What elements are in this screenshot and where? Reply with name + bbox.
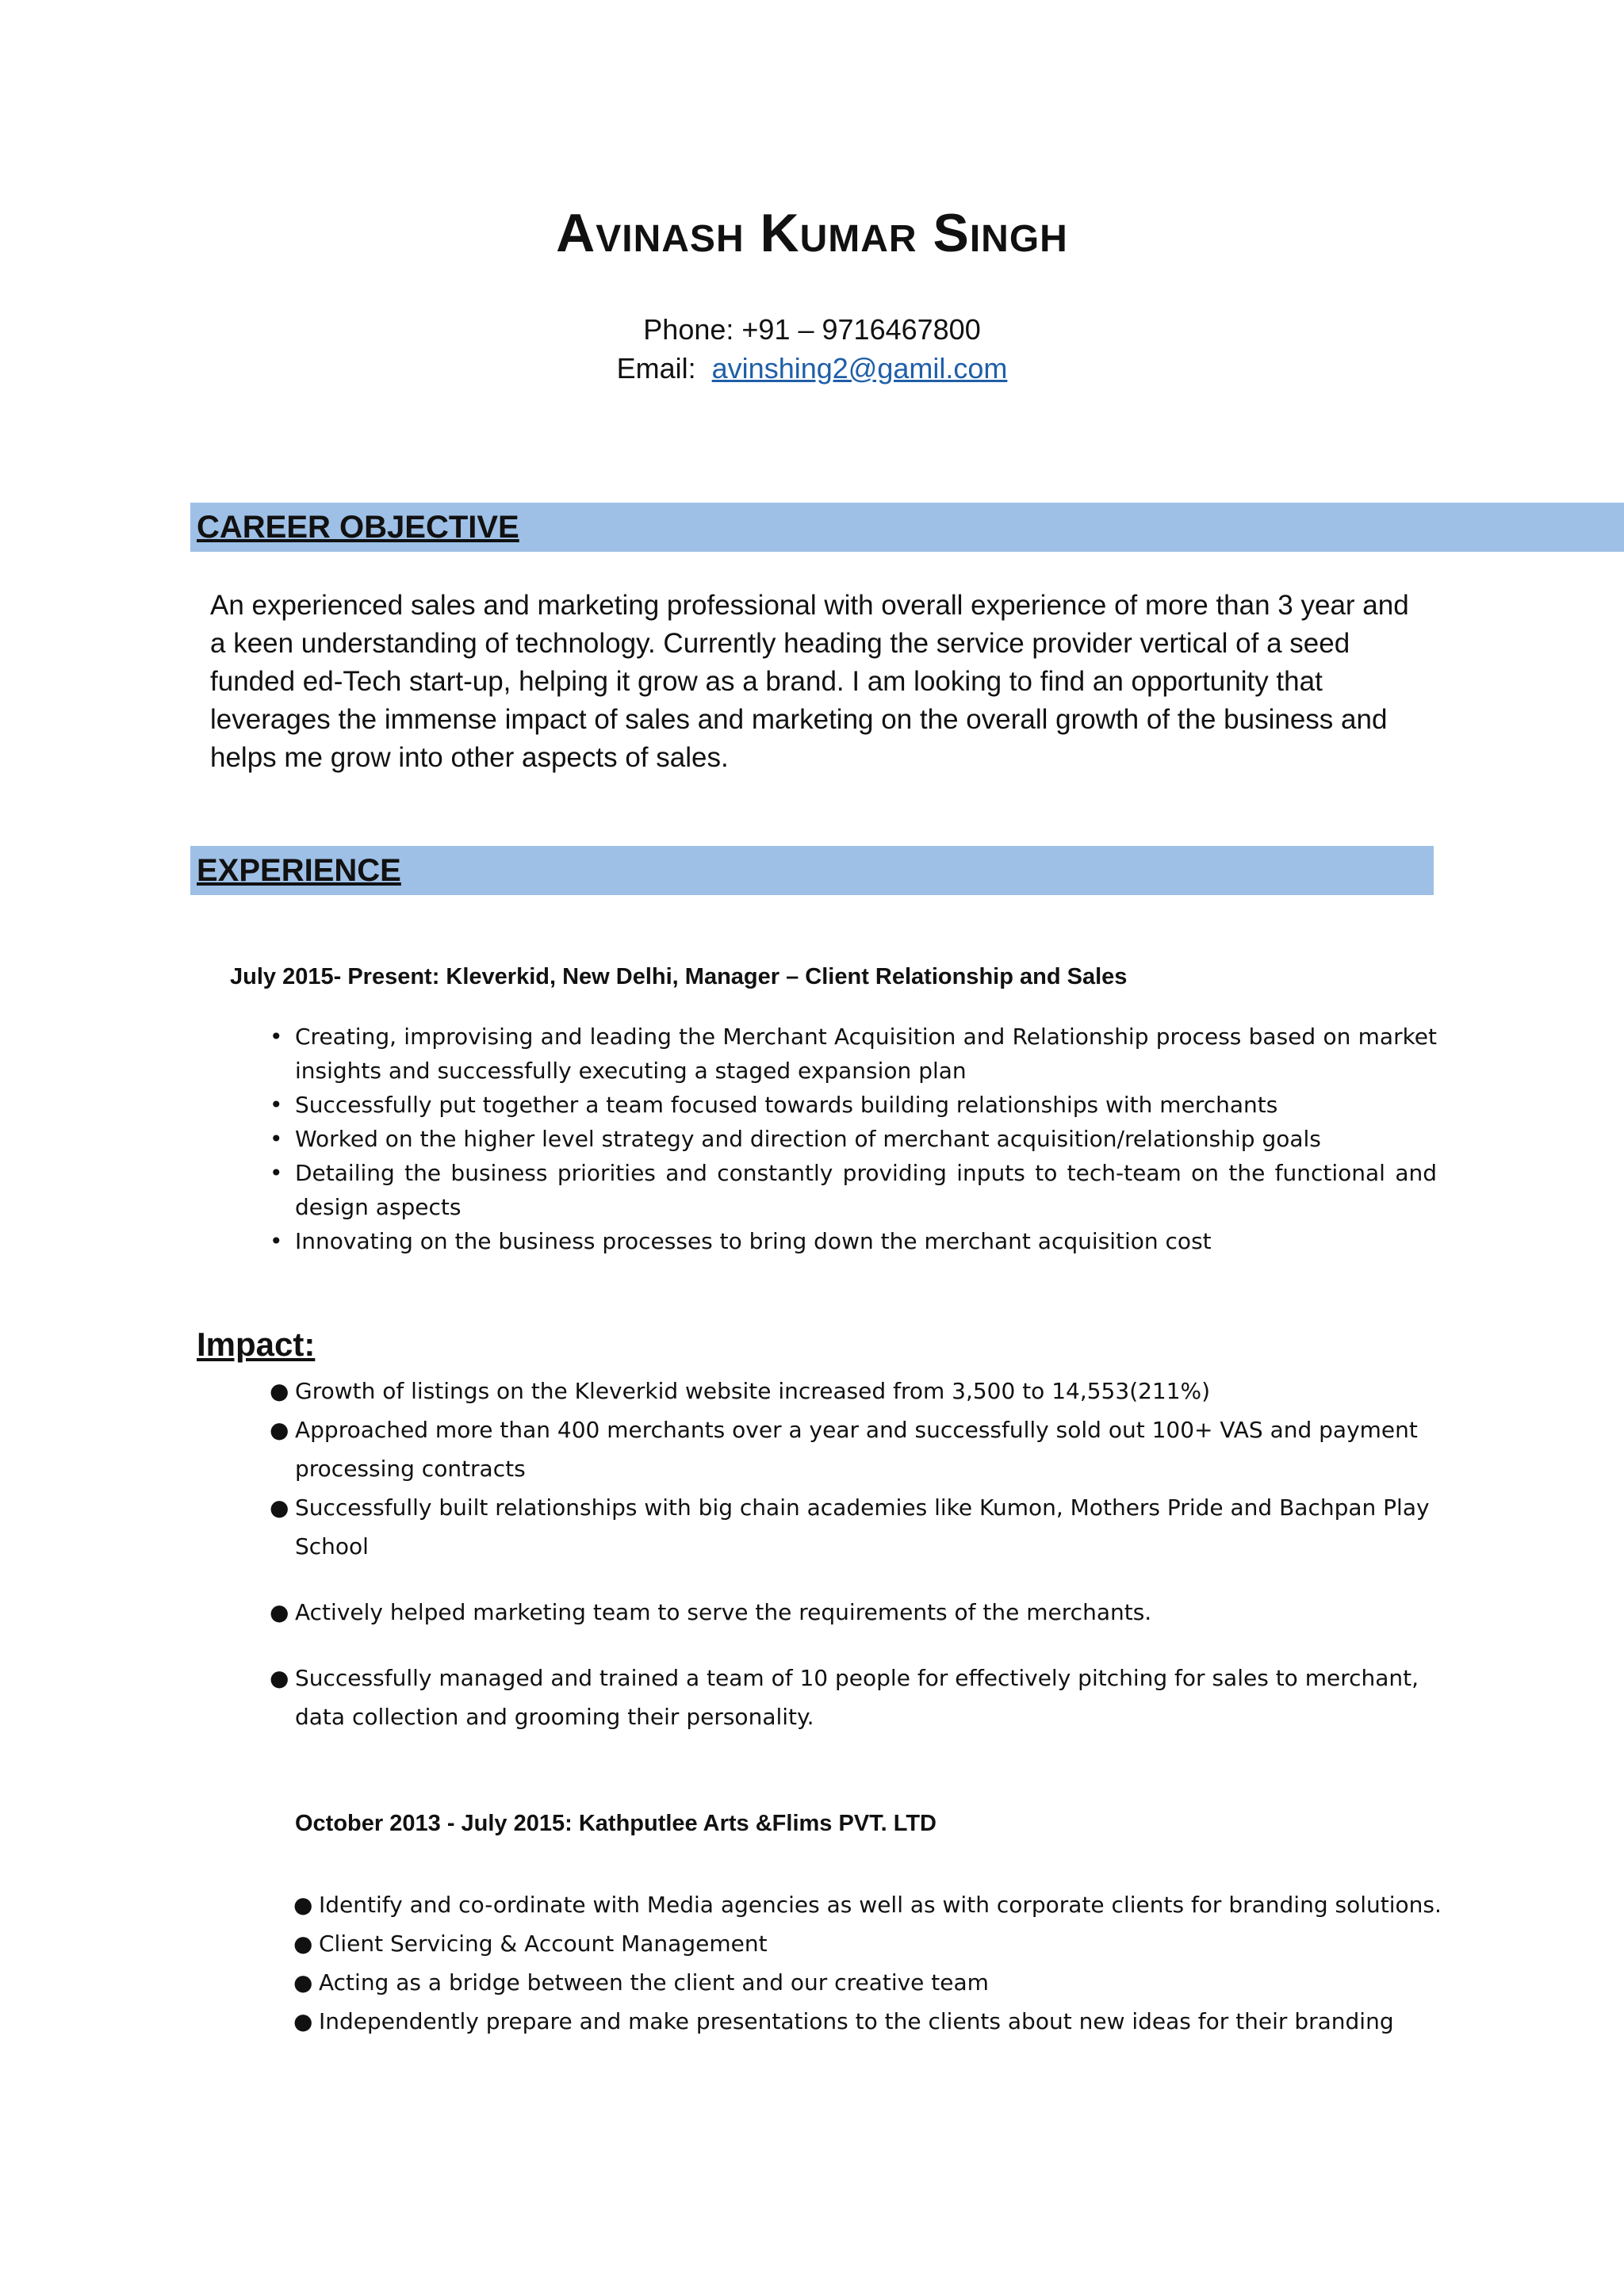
bullet-icon: ●: [293, 1892, 313, 1918]
bullet-icon: ●: [293, 1969, 313, 1996]
bullet-icon: ●: [270, 1665, 289, 1691]
career-objective-text: An experienced sales and marketing professional with overall experience of more than 3 year and a keen understanding of technology. Currently heading the service provider vertical of a seed funded ed-Tech start-up, helping it grow as a brand. I am looking to find an opportunity that leverages the immense impact of sales and marketing on the overall growth of the business and helps me grow into other aspects of sales.: [210, 590, 1409, 773]
bullet-icon: •: [270, 1228, 283, 1254]
candidate-name: Avinash Kumar Singh: [556, 203, 1068, 263]
experience-header: [190, 846, 1434, 895]
bullet-icon: ●: [270, 1378, 289, 1404]
list-item: ● Growth of listings on the Kleverkid website increased from 3,500 to 14,553(211%): [295, 1372, 1437, 1410]
list-item: ● Client Servicing & Account Management: [319, 1924, 1445, 1963]
list-item: • Creating, improvising and leading the Merchant Acquisition and Relationship process based on market insights and successfully executing a staged expansion plan: [295, 1020, 1437, 1088]
experience-title: EXPERIENCE: [197, 853, 401, 888]
bullet-icon: ●: [270, 1494, 289, 1521]
bullet-icon: ●: [270, 1599, 289, 1625]
bullet-icon: •: [270, 1024, 283, 1050]
list-item: ● Successfully built relationships with big chain academies like Kumon, Mothers Pride and Bachpan Play School: [295, 1488, 1437, 1566]
job1-heading: July 2015- Present: Kleverkid, New Delhi, Manager – Client Relationship and Sales: [230, 964, 1128, 989]
list-item: ● Acting as a bridge between the client and our creative team: [319, 1963, 1445, 2002]
bullet-icon: •: [270, 1126, 283, 1152]
bullet-icon: ●: [270, 1417, 289, 1443]
list-item: ● Actively helped marketing team to serve the requirements of the merchants.: [295, 1593, 1437, 1632]
email-line: [0, 352, 1624, 385]
list-item: ● Successfully managed and trained a team of 10 people for effectively pitching for sales to merchant, data collection and grooming their personality.: [295, 1659, 1437, 1736]
job2-responsibilities: [293, 1885, 1445, 2041]
list-item: ● Identify and co-ordinate with Media agencies as well as with corporate clients for branding solutions.: [319, 1885, 1445, 1924]
impact-title: Impact:: [197, 1326, 316, 1363]
bullet-icon: ●: [293, 2008, 313, 2034]
list-item: • Innovating on the business processes to bring down the merchant acquisition cost: [295, 1224, 1437, 1258]
phone-number: +91 – 9716467800: [741, 313, 981, 346]
list-item: • Successfully put together a team focused towards building relationships with merchants: [295, 1088, 1437, 1122]
career-objective-title: CAREER OBJECTIVE: [197, 510, 519, 545]
job1-responsibilities: [270, 1020, 1437, 1258]
bullet-icon: ●: [293, 1931, 313, 1957]
job2-heading: October 2013 - July 2015: Kathputlee Arts &Flims PVT. LTD: [295, 1811, 936, 1836]
list-item: ● Approached more than 400 merchants over a year and successfully sold out 100+ VAS and payment processing contracts: [295, 1410, 1437, 1488]
bullet-icon: •: [270, 1092, 283, 1118]
list-item: ● Independently prepare and make presentations to the clients about new ideas for their branding: [319, 2002, 1445, 2041]
bullet-icon: •: [270, 1160, 283, 1186]
impact-list: [270, 1372, 1437, 1736]
list-item: • Worked on the higher level strategy and direction of merchant acquisition/relationship goals: [295, 1122, 1437, 1156]
email-link[interactable]: avinshing2@gamil.com: [711, 352, 1008, 385]
career-objective-header: [190, 503, 1624, 552]
email-label: Email:: [616, 352, 696, 385]
phone-line: [0, 313, 1624, 346]
list-item: • Detailing the business priorities and constantly providing inputs to tech-team on the functional and design aspects: [295, 1156, 1437, 1224]
phone-label: Phone:: [643, 313, 734, 346]
